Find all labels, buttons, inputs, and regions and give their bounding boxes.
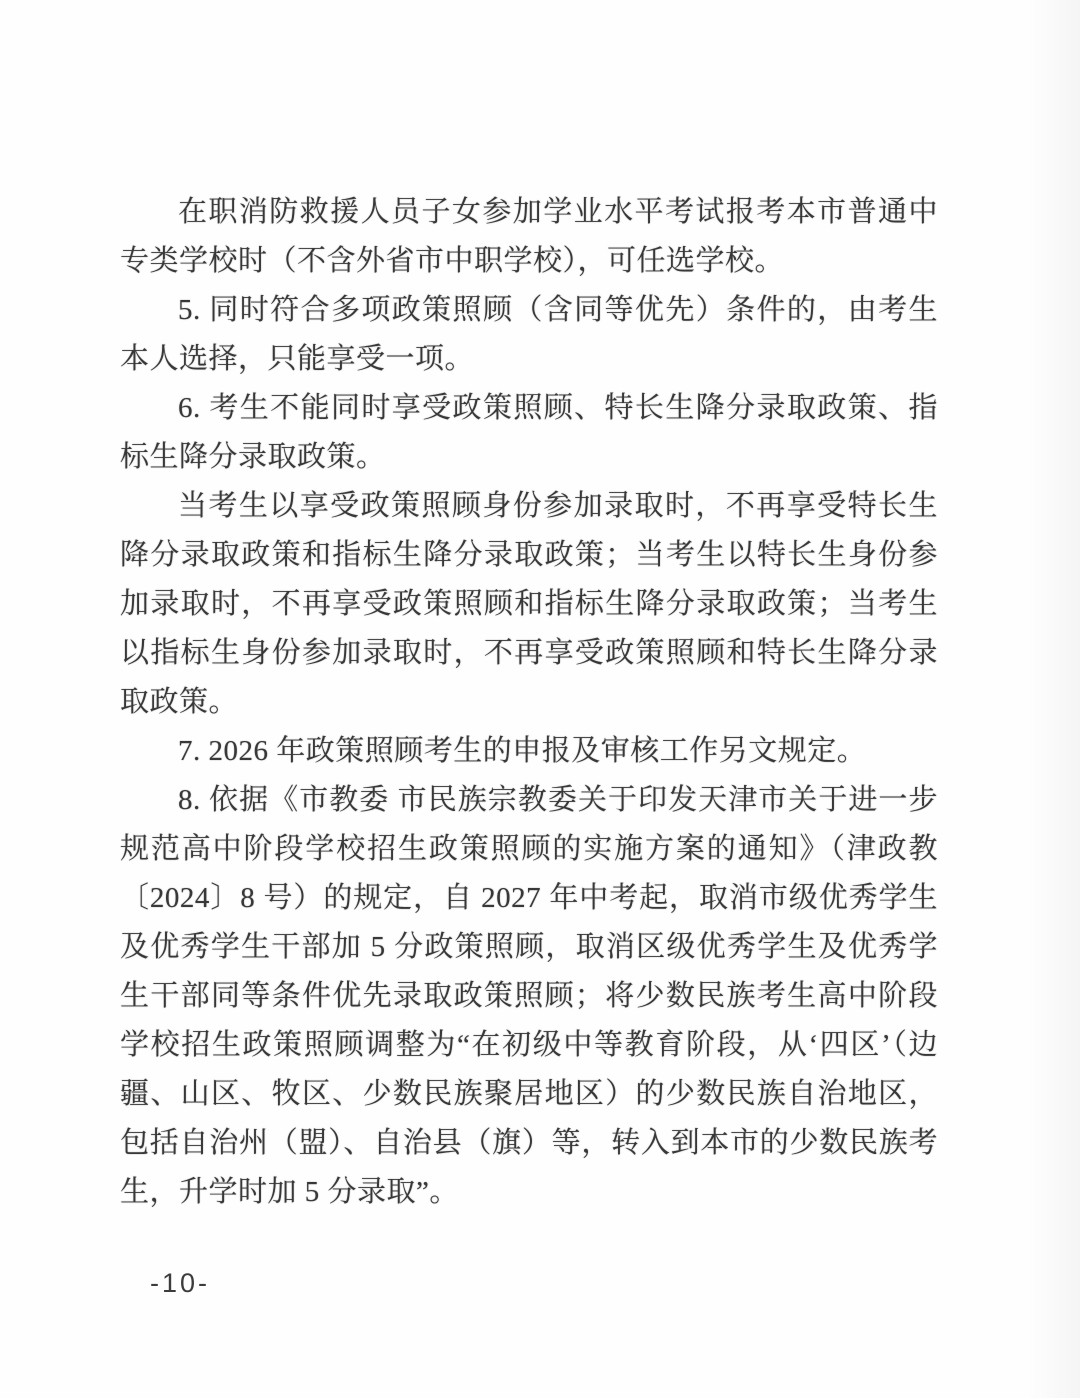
paragraph: 在职消防救援人员子女参加学业水平考试报考本市普通中专类学校时（不含外省市中职学校），可任选学校。: [120, 196, 938, 277]
paragraph: 当考生以享受政策照顾身份参加录取时，不再享受特长生降分录取政策和指标生降分录取政策；当考生以特长生身份参加录取时，不再享受政策照顾和指标生降分录取政策；当考生以指标生身份参加录取时，不再享受政策照顾和特长生降分录取政策。: [120, 490, 938, 718]
paragraph: 5. 同时符合多项政策照顾（含同等优先）条件的，由考生本人选择，只能享受一项。: [120, 294, 938, 375]
paragraph: 8. 依据《市教委 市民族宗教委关于印发天津市关于进一步规范高中阶段学校招生政策照顾的实施方案的通知》（津政教〔2024〕8 号）的规定，自 2027 年中考起，取消市级优秀学生及优秀学生干部加 5 分政策照顾，取消区级优秀学生及优秀学生干部同等条件优先录取政策照顾；将少数民族考生高中阶段学校招生政策照顾调整为“在初级中等教育阶段，从‘四区’（边疆、山区、牧区、少数民族聚居地区）的少数民族自治地区，包括自治州（盟）、自治县（旗）等，转入到本市的少数民族考生，升学时加 5 分录取”。: [120, 784, 938, 1208]
paragraph: 7. 2026 年政策照顾考生的申报及审核工作另文规定。: [178, 735, 867, 767]
paragraph: 6. 考生不能同时享受政策照顾、特长生降分录取政策、指标生降分录取政策。: [120, 392, 938, 473]
document-body: [120, 188, 938, 1217]
page-number: -10-: [150, 1268, 211, 1298]
